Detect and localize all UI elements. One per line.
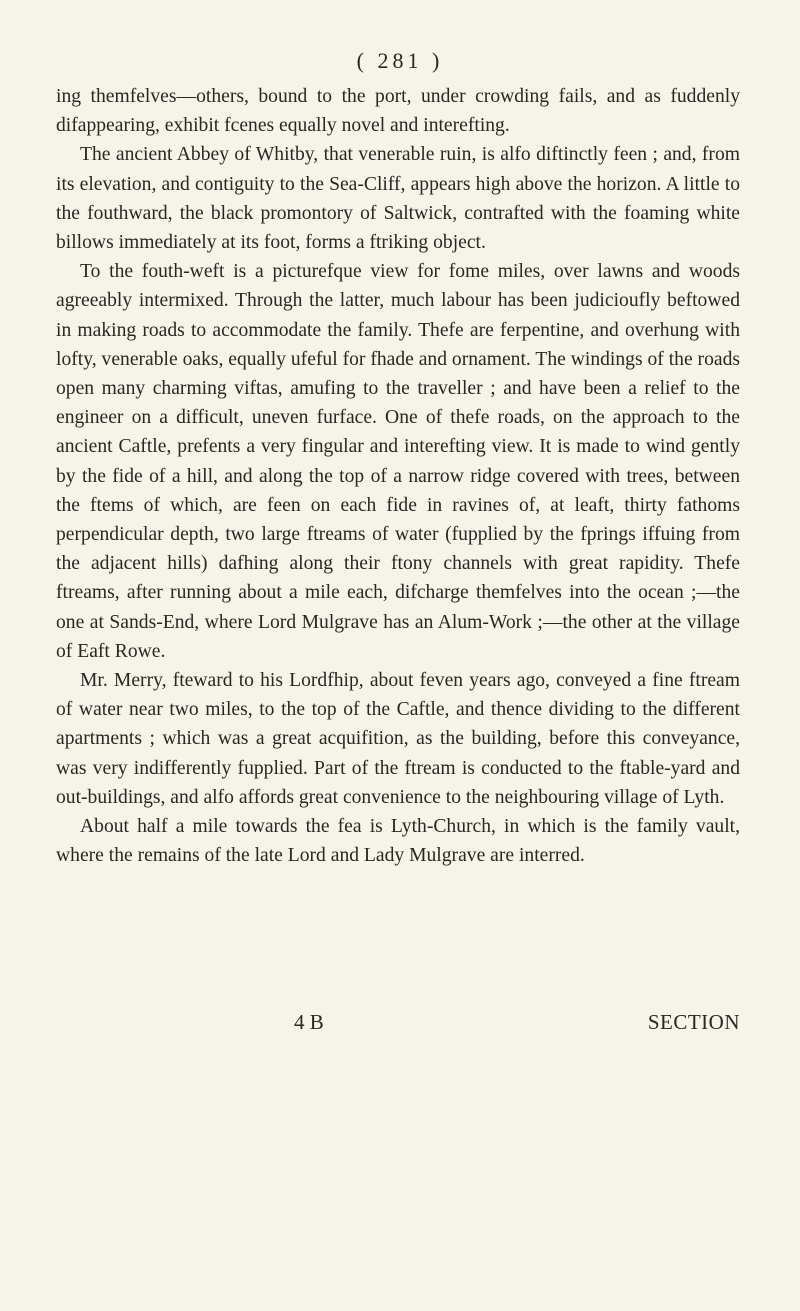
paragraph-3: To the fouth-weft is a picturefque view for fome miles, over lawns and woods agreeably intermixed. Through the latter, much labour has been judicioufly beftowed in making roads to accommodate the family. Thefe are ferpentine, and overhung with lofty, venerable oaks, equally ufeful for fhade and ornament. The windings of the roads open many charming viftas, amufing to the traveller ; and have been a relief to the engineer on a difficult, uneven furface. One of thefe roads, on the approach to the ancient Caftle, prefents a very fingular and interefting view. It is made to wind gently by the fide of a hill, and along the top of a narrow ridge covered with trees, between the ftems of which, are feen on each fide in ravines of, at leaft, thirty fathoms perpendicular depth, two large ftreams of water (fupplied by the fprings iffuing from the adjacent hills) dafhing along their ftony channels with great rapidity. Thefe ftreams, after running about a mile each, difcharge themfelves into the ocean ;—the one at Sands-End, where Lord Mulgrave has an Alum-Work ;—the other at the village of Eaft Rowe.: [56, 261, 740, 662]
page-number-header: ( 281 ): [356, 48, 444, 73]
paragraph-2: The ancient Abbey of Whitby, that venerable ruin, is alfo diftinctly feen ; and, from its elevation, and contiguity to the Sea-Cliff, appears high above the horizon. A little to the fouthward, the black promontory of Saltwick, contrafted with the foaming white billows immediately at its foot, forms a ftriking object.: [56, 144, 740, 254]
catchword: SECTION: [647, 1010, 740, 1034]
paragraph-1: ing themfelves—others, bound to the port, under crowding fails, and as fuddenly difappearing, exhibit fcenes equally novel and interefting.: [56, 86, 740, 137]
body-text: [56, 82, 740, 870]
paragraph-4: Mr. Merry, fteward to his Lordfhip, about feven years ago, conveyed a fine ftream of water near two miles, to the top of the Caftle, and thence dividing to the different apartments ; which was a great acquifition, as the building, before this conveyance, was very indifferently fupplied. Part of the ftream is conducted to the ftable-yard and out-buildings, and alfo affords great convenience to the neighbouring village of Lyth.: [56, 670, 740, 808]
paragraph-5: About half a mile towards the fea is Lyth-Church, in which is the family vault, where the remains of the late Lord and Lady Mulgrave are interred.: [56, 816, 740, 867]
signature-mark: 4 B: [294, 1010, 324, 1034]
